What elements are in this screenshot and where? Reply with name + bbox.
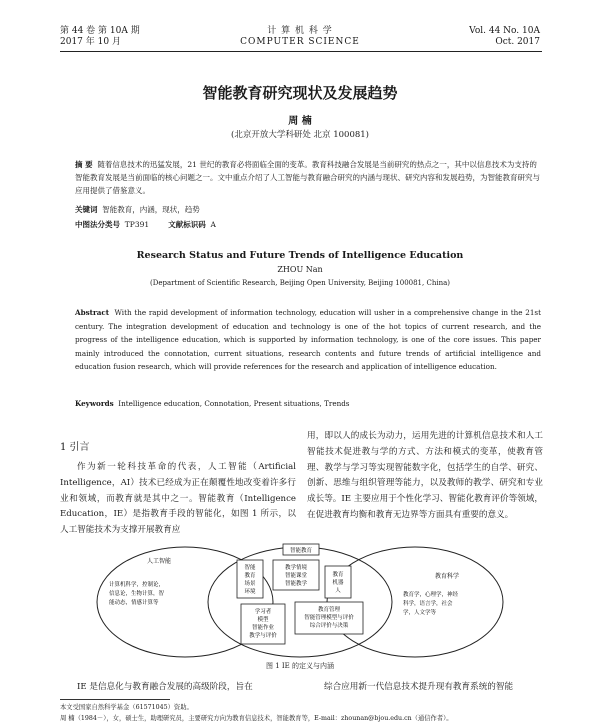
abstract-en [75,306,541,374]
header-volume-en [469,26,540,48]
keywords-cn [75,204,200,215]
learner-box-text: 模型 [257,617,269,623]
doc-code-value: A [210,220,216,229]
robot-box-text: 机器 [332,580,344,586]
footnote-rule [60,699,170,700]
footnote-fund: 本文受国家自然科学基金（61571045）资助。 [60,704,193,711]
ai-label: 人工智能 [147,558,172,565]
management-box-text: 综合评价与决策 [309,623,349,629]
section-heading: 1 引言 [60,442,90,453]
paper-title-en: Research Status and Future Trends of Intelligence Education [136,250,464,261]
header-rule [60,51,542,52]
keywords-en [75,399,350,408]
scene-box-text: 环境 [244,589,256,595]
edu-item: 学，人文学等 [403,610,437,616]
abstract-cn-label: 摘 要 [75,160,93,169]
keywords-cn-label: 关键词 [75,205,98,214]
abstract-en-label: Abstract [75,308,110,317]
affiliation-en: (Department of Scientific Research, Beijing Open University, Beijing 100081, China) [150,279,450,287]
classroom-box-text: 教学情境 [284,565,308,571]
keywords-cn-text: 智能教育，内涵，现状，趋势 [102,205,200,214]
robot-box-text: 教育 [332,572,344,578]
abstract-cn-text: 随着信息技术的迅猛发展，21 世纪的教育必将面临全面的变革。教育科技融合发展是当前研究的热点之一，其中以信息技术为支持的智能教育发展是当前面临的核心问题之一。文中重点介绍了人工智能与教育融合研究的内涵与现状、研究内容和发展趋势，为智能教育研究与应用提供了借鉴意义。 [75,160,540,195]
header-date-en: Oct. 2017 [495,37,540,47]
ai-item: 计算机科学，控制论， [109,582,165,588]
header-vol-cn: 第 44 卷 第 10A 期 [60,26,140,36]
management-box-text: 教育管理 [317,607,341,613]
learner-box-text: 教学与评价 [249,633,277,639]
management-box-text: 智能管理模型与评价 [304,615,354,621]
smart-edu-label: 智能教育 [289,548,313,554]
section-para-left: 作为新一轮科技革命的代表，人工智能（Artificial Intelligence，AI）技术已经成为正在颠覆性地改变着许多行业和领域，而教育就是其中之一。智能教育（Intelligence Education，IE）是指教育手段的智能化，如图 1 所示，以人工智能技术为支撑开展教育应 [60,462,296,536]
journal-name-en: COMPUTER SCIENCE [240,37,360,47]
section-para-right: 用，即以人的成长为动力，运用先进的计算机信息技术和人工智能技术促进教与学的方式、方法和模式的变革，使教育管理、教学与学习等实现智能数字化，包括学生的自学、研究、创新、思维与组织管理等能力，以及教师的教学、研究和专业成长等。IE 主要应用于个性化学习、智能化教育评价等领域，在促进教育均衡和教育无边界等方面具有重要的意义。 [307,431,543,520]
keywords-en-label: Keywords [75,399,114,408]
journal-name-cn: 计 算 机 科 学 [267,26,333,36]
header-date-cn: 2017 年 10 月 [60,37,121,47]
footnote-author: 周 楠（1984－），女，硕士生，助理研究员，主要研究方向为教育信息技术，智能教育等，E-mail：zhounan@bjou.edu.cn（通信作者）。 [60,715,453,722]
author-name-en: ZHOU Nan [277,265,323,274]
clc-label: 中图法分类号 [75,220,120,229]
learner-box-text: 智能作业 [251,625,275,631]
abstract-en-text: With the rapid development of information technology, education will usher in a comprehensive change in the 21st century. The integration development of education and technology is one of the hot topics of current research, and the progress of the intelligence education, which is supported by information technology, is one of the core issues. This paper mainly introduced the connotation, current situations, research contents and future trends of artificial intelligence and education fusion research, which will provide references for the research and application of intelligence education. [75,308,541,371]
paper-title-cn: 智能教育研究现状及发展趋势 [202,84,398,102]
header-vol-en: Vol. 44 No. 10A [469,26,540,36]
section-para-bottom-left: IE 是信息化与教育融合发展的高级阶段，旨在 [77,682,253,692]
doc-code-label: 文献标识码 [168,220,206,229]
abstract-cn [75,158,541,197]
edu-item: 科学，语言学，社会 [403,601,453,607]
classroom-box-text: 智能教学 [284,581,308,587]
ai-item: 能动态，情感计算等 [109,600,159,606]
learner-box-text: 学习者 [254,609,272,615]
affiliation-cn: (北京开放大学科研处 北京 100081) [231,130,369,140]
scene-box-text: 智能 [244,565,256,571]
ai-item: 信息论，生物计算，智 [109,591,165,597]
keywords-en-text: Intelligence education, Connotation, Present situations, Trends [118,399,350,408]
classroom-box-text: 智能课堂 [284,573,308,579]
scene-box-text: 教育 [244,573,256,579]
edu-item: 教育学，心理学，神经 [403,592,459,598]
figure-ie-diagram [95,540,505,660]
robot-box-text: 人 [335,588,341,594]
section-para-bottom-right: 综合应用新一代信息技术提升现有教育系统的智能 [324,682,514,692]
classification-cn [75,219,216,230]
scene-box-text: 场景 [244,581,256,587]
edu-label: 教育科学 [435,573,460,580]
figure-caption: 图 1 IE 的定义与内涵 [265,662,334,670]
clc-value: TP391 [124,220,150,229]
author-name-cn: 周 楠 [288,116,312,127]
